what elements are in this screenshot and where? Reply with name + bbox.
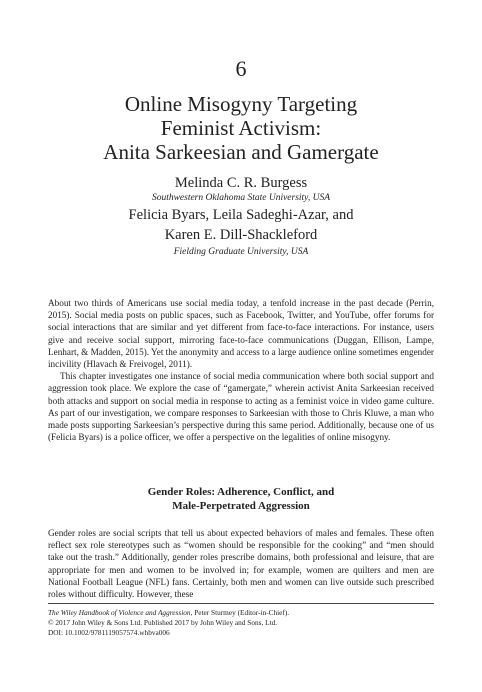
section-heading-line: Gender Roles: Adherence, Conflict, and [147, 486, 335, 498]
page-footer [48, 608, 434, 638]
author-name: Karen E. Dill-Shackleford [164, 227, 318, 243]
footer-divider [48, 603, 434, 604]
footer-doi: DOI: 10.1002/9781119057574.whbva006 [48, 628, 170, 637]
chapter-number: 6 [235, 56, 247, 81]
body-paragraph: This chapter investigates one instance of social media communication where both social support and aggression took place. We explore the case of “gamergate,” wherein activist Anita Sarkeesian received both attacks and support on social media in response to acting as a feminist voice in video game culture. As part of our investigation, we compare responses to Sarkeesian with those to Chris Kluwe, a man who made posts supporting Sarkeesian’s perspective during this same period. Additionally, because one of us (Felicia Byars) is a police officer, we offer a perspective on the legalities of online misogyny. [48, 371, 434, 443]
author-name: Melinda C. R. Burgess [174, 175, 308, 191]
footer-copyright: © 2017 John Wiley & Sons Ltd. Published 2017 by John Wiley and Sons, Ltd. [48, 618, 278, 627]
footer-citation [48, 608, 434, 618]
chapter-introduction [48, 297, 434, 443]
author-affiliation: Southwestern Oklahoma State University, USA [151, 193, 331, 203]
section-heading-line: Male-Perpetrated Aggression [172, 500, 310, 512]
chapter-title-line: Feminist Activism: [160, 116, 322, 140]
footer-book-title: The Wiley Handbook of Violence and Aggression [48, 608, 191, 617]
body-paragraph: Gender roles are social scripts that tell us about expected behaviors of males and females. These often reflect sex role stereotypes such as “women should be responsible for the cooking” and “men should take out the trash.” Additionally, gender roles prescribe domains, both professional and leisure, that are appropriate for men and women to be involved in; for example, women are quilters and men are National Football League (NFL) fans. Certainly, both men and women can live outside such prescribed roles without difficulty. However, these [48, 528, 434, 600]
section-heading [0, 485, 482, 513]
body-paragraph: About two thirds of Americans use social media today, a tenfold increase in the past decade (Perrin, 2015). Social media posts on public spaces, such as Facebook, Twitter, and YouTube, offer forums for social interactions that are similar and yet different from face-to-face interactions. For instance, users give and receive social support, mirroring face-to-face communications (Duggan, Ellison, Lampe, Lenhart, & Madden, 2015). Yet the anonymity and access to a large audience online sometimes engender incivility (Hlavach & Freivogel, 2011). [48, 298, 434, 370]
section-body [48, 527, 434, 600]
author-name: Felicia Byars, Leila Sadeghi-Azar, and [128, 207, 354, 223]
author-affiliation: Fielding Graduate University, USA [173, 247, 309, 257]
chapter-title-line: Anita Sarkeesian and Gamergate [103, 140, 379, 164]
footer-editor: , Peter Sturmey (Editor-in-Chief). [190, 608, 290, 617]
chapter-title-line: Online Misogyny Targeting [124, 92, 358, 116]
chapter-title [0, 92, 482, 164]
